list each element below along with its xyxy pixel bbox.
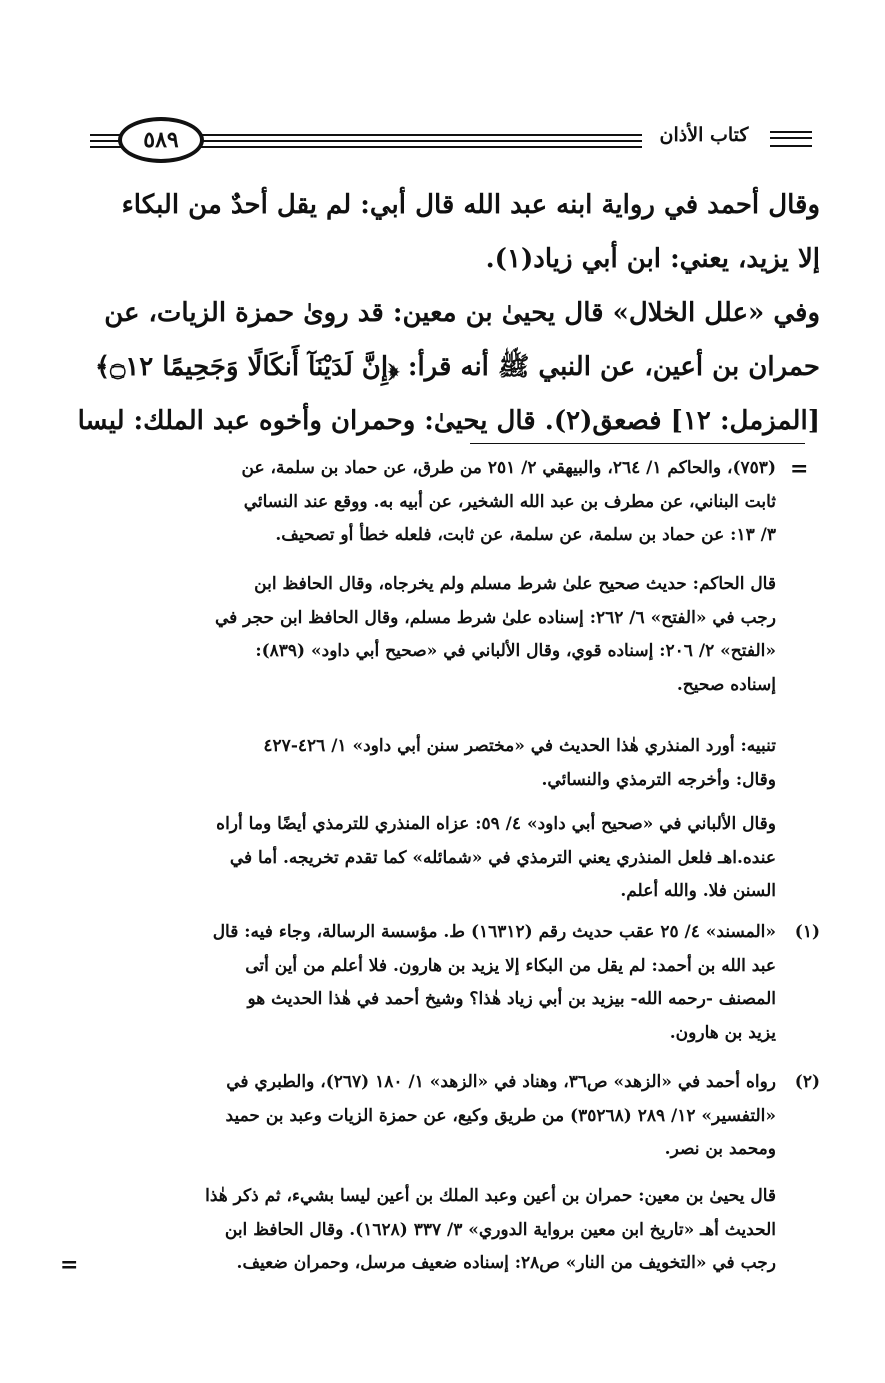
header-rule xyxy=(200,146,642,148)
footnote-line: تنبيه: أورد المنذري هٰذا الحديث في «مختصر سنن أبي داود» ١/ ٤٢٦-٤٢٧ xyxy=(263,736,776,756)
footnote-line: «المسند» ٤/ ٢٥ عقب حديث رقم (١٦٣١٢) ط. مؤسسة الرسالة، وجاء فيه: قال xyxy=(212,922,776,942)
header-rule xyxy=(90,134,122,136)
continuation-marker: = xyxy=(60,1252,79,1278)
footnote-separator xyxy=(470,443,805,444)
footnote-line: رجب في «التخويف من النار» ص٢٨: إسناده ضعيف مرسل، وحمران ضعيف. xyxy=(236,1253,776,1273)
continuation-marker: = xyxy=(790,456,809,482)
text-line: وقال أحمد في رواية ابنه عبد الله قال أبي: لم يقل أحدٌ من البكاء xyxy=(121,190,820,220)
footnote-line: الحديث أهـ «تاريخ ابن معين برواية الدوري» ٣/ ٣٣٧ (١٦٢٨). وقال الحافظ ابن xyxy=(224,1219,776,1240)
footnote-line: عنده.اهـ فلعل المنذري يعني الترمذي في «شمائله» كما تقدم تخريجه. أما في xyxy=(229,847,776,868)
footnote-paragraph xyxy=(40,808,820,909)
text-line: حمران بن أعين، عن النبي ﷺ أنه قرأ: ﴿إِنَّ لَدَيْنَآ أَنكَالًا وَجَحِيمًا ۝١٢﴾ xyxy=(94,352,820,382)
footnote-line: ومحمد بن نصر. xyxy=(664,1139,776,1159)
text-line: إلا يزيد، يعني: ابن أبي زياد(١). xyxy=(485,244,820,274)
text-line: [المزمل: ١٢] فصعق(٢). قال يحيىٰ: وحمران وأخوه عبد الملك: ليسا xyxy=(77,406,820,436)
footnote-1 xyxy=(40,916,820,1050)
footnote-line: إسناده صحيح. xyxy=(676,674,776,695)
header-rule xyxy=(770,137,812,139)
footnote-line: رواه أحمد في «الزهد» ص٣٦، وهناد في «الزهد» ١/ ١٨٠ (٢٦٧)، والطبري في xyxy=(226,1072,776,1092)
footnote-line: المصنف -رحمه الله- بيزيد بن أبي زياد هٰذا؟ وشيخ أحمد في هٰذا الحديث هو xyxy=(247,989,776,1009)
footnote-line: رجب في «الفتح» ٦/ ٢٦٢: إسناده علىٰ شرط مسلم، وقال الحافظ ابن حجر في xyxy=(214,607,776,628)
header-rule xyxy=(770,131,812,133)
page-number: ٥٨٩ xyxy=(118,117,204,163)
footnote-paragraph xyxy=(40,730,820,797)
footnote-line: السنن فلا. والله أعلم. xyxy=(620,881,776,901)
footnote-line: عبد الله بن أحمد: لم يقل من البكاء إلا يزيد بن هارون. فلا أعلم من أين أتى xyxy=(245,955,776,976)
footnote-line: قال الحاكم: حديث صحيح علىٰ شرط مسلم ولم يخرجاه، وقال الحافظ ابن xyxy=(254,574,776,594)
chapter-title: كتاب الأذان xyxy=(659,124,749,146)
header-rule xyxy=(200,134,642,136)
footnote-number: (٢) xyxy=(794,1072,820,1092)
footnote-line: «الفتح» ٢/ ٢٠٦: إسناده قوي، وقال الألباني في «صحيح أبي داود» (٨٣٩): xyxy=(255,641,776,661)
main-text xyxy=(80,178,820,286)
footnote-line: وقال الألباني في «صحيح أبي داود» ٤/ ٥٩: عزاه المنذري للترمذي أيضًا وما أراه xyxy=(216,814,776,834)
footnote-paragraph xyxy=(40,568,820,702)
footnote-line: ٣/ ١٣: عن حماد بن سلمة، عن سلمة، عن ثابت، فلعله خطأ أو تصحيف. xyxy=(275,525,776,545)
header-rule xyxy=(90,146,122,148)
footnote-line: وقال: وأخرجه الترمذي والنسائي. xyxy=(541,769,776,790)
footnote-paragraph xyxy=(40,1180,820,1281)
text-line: وفي «علل الخلال» قال يحيىٰ بن معين: قد روىٰ حمزة الزيات، عن xyxy=(104,298,820,328)
footnote-2 xyxy=(40,1066,820,1167)
main-text xyxy=(77,286,820,448)
footnote-line: يزيد بن هارون. xyxy=(669,1022,776,1043)
footnote-line: «التفسير» ١٢/ ٢٨٩ (٣٥٢٦٨) من طريق وكيع، عن حمزة الزيات وعبد بن حميد xyxy=(225,1105,776,1126)
header-rule xyxy=(200,140,642,142)
footnote-line: (٧٥٣)، والحاكم ١/ ٢٦٤، والبيهقي ٢/ ٢٥١ من طرق، عن حماد بن سلمة، عن xyxy=(241,458,776,478)
header-rule xyxy=(770,145,812,147)
footnote-line: ثابت البناني، عن مطرف بن عبد الله الشخير، عن أبيه به. ووقع عند النسائي xyxy=(243,491,776,512)
footnote-continuation xyxy=(40,452,820,553)
footnote-number: (١) xyxy=(794,922,820,942)
footnote-line: قال يحيىٰ بن معين: حمران بن أعين وعبد الملك بن أعين ليسا بشيء، ثم ذكر هٰذا xyxy=(205,1186,776,1206)
